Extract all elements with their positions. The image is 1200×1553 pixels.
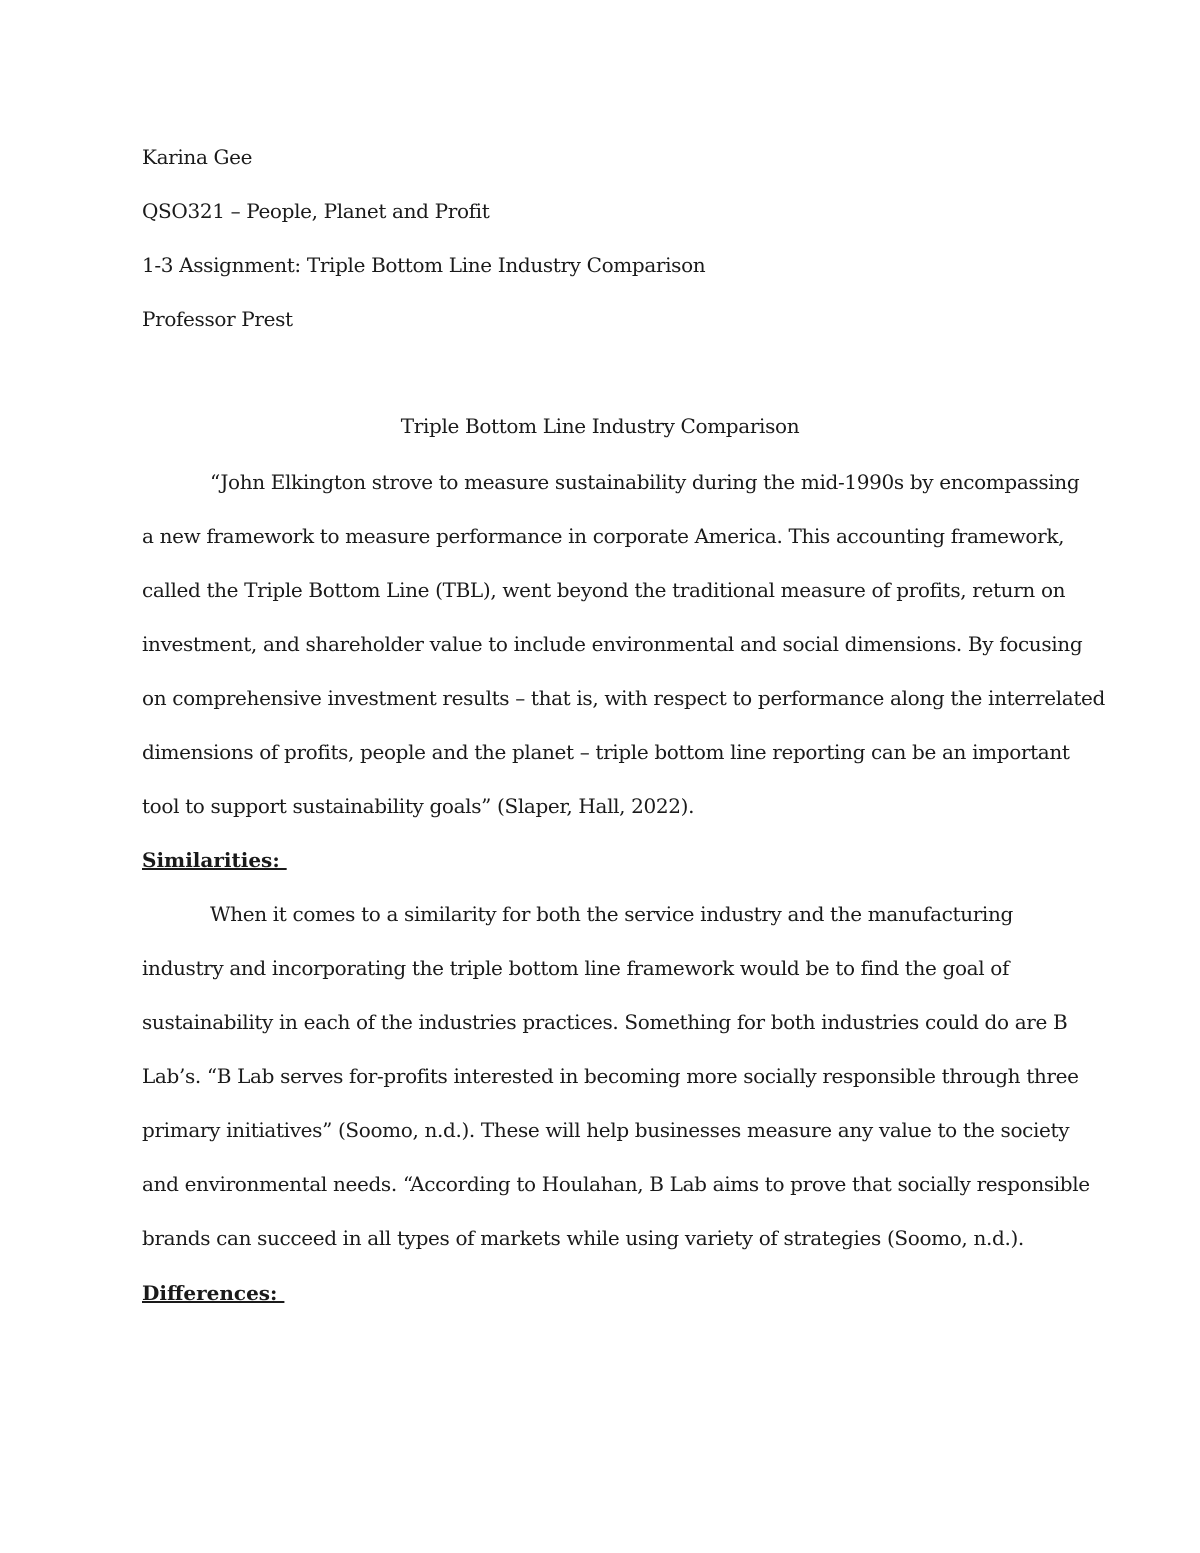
paragraph-line: tool to support sustainability goals” (Slaper, Hall, 2022). bbox=[142, 794, 695, 818]
professor-name: Professor Prest bbox=[142, 307, 293, 331]
paragraph-line: and environmental needs. “According to Houlahan, B Lab aims to prove that socially responsible bbox=[142, 1172, 1090, 1196]
differences-heading: Differences: bbox=[142, 1281, 285, 1305]
intro-paragraph bbox=[142, 455, 1105, 833]
document-title: Triple Bottom Line Industry Comparison bbox=[400, 414, 800, 438]
similarities-heading: Similarities: bbox=[142, 848, 287, 872]
paragraph-line: primary initiatives” (Soomo, n.d.). These will help businesses measure any value to the society bbox=[142, 1118, 1070, 1142]
paragraph-line: sustainability in each of the industries practices. Something for both industries could do are B bbox=[142, 1010, 1068, 1034]
assignment-name: 1-3 Assignment: Triple Bottom Line Industry Comparison bbox=[142, 253, 706, 277]
paragraph-line: Lab’s. “B Lab serves for-profits interested in becoming more socially responsible through three bbox=[142, 1064, 1079, 1088]
paragraph-line: on comprehensive investment results – that is, with respect to performance along the interrelated bbox=[142, 686, 1105, 710]
paragraph-line: industry and incorporating the triple bottom line framework would be to find the goal of bbox=[142, 956, 1010, 980]
paragraph-line: dimensions of profits, people and the planet – triple bottom line reporting can be an important bbox=[142, 740, 1070, 764]
paragraph-line: When it comes to a similarity for both the service industry and the manufacturing bbox=[210, 902, 1013, 926]
similarities-paragraph bbox=[142, 887, 1090, 1265]
paragraph-line: a new framework to measure performance in corporate America. This accounting framework, bbox=[142, 524, 1065, 548]
paragraph-line: called the Triple Bottom Line (TBL), went beyond the traditional measure of profits, return on bbox=[142, 578, 1066, 602]
course-name: QSO321 – People, Planet and Profit bbox=[142, 199, 490, 223]
student-name: Karina Gee bbox=[142, 145, 253, 169]
paragraph-line: investment, and shareholder value to include environmental and social dimensions. By focusing bbox=[142, 632, 1083, 656]
paragraph-line: “John Elkington strove to measure sustainability during the mid-1990s by encompassing bbox=[210, 470, 1080, 494]
paragraph-line: brands can succeed in all types of markets while using variety of strategies (Soomo, n.d.). bbox=[142, 1226, 1024, 1250]
